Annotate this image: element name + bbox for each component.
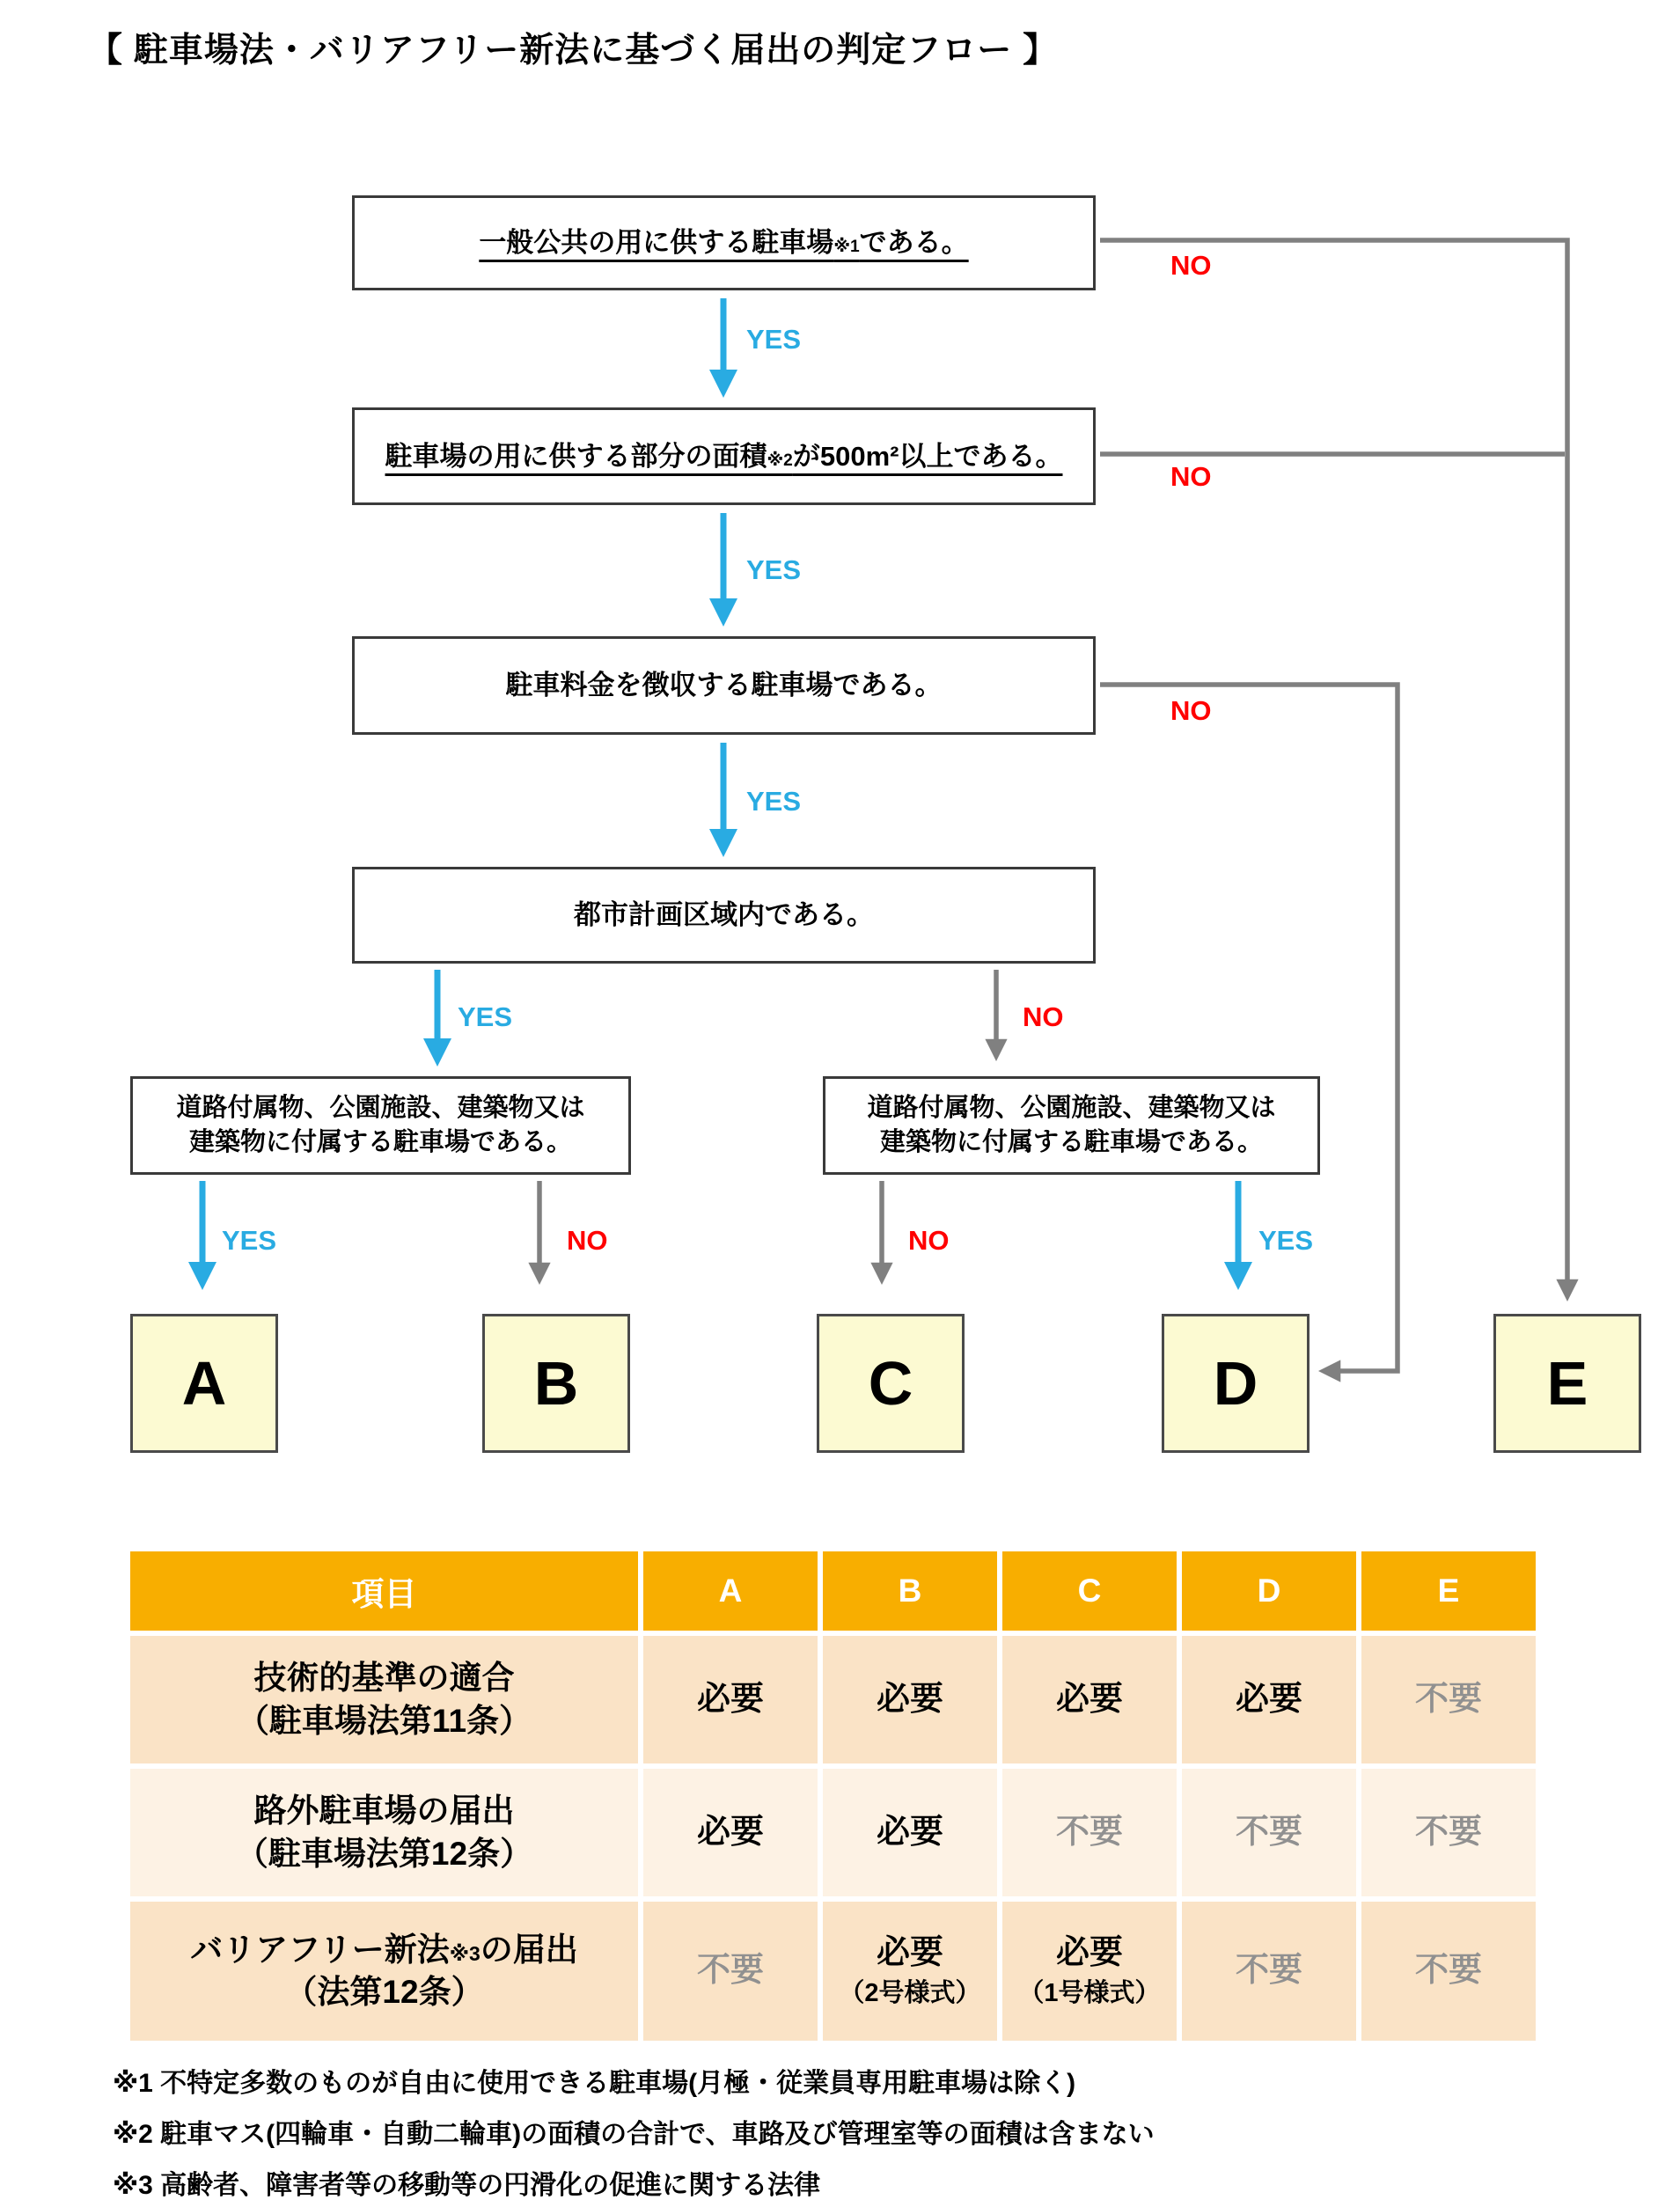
row-label-technical-standard: 技術的基準の適合 （駐車場法第11条） xyxy=(130,1636,638,1763)
result-box-a: A xyxy=(130,1314,278,1453)
table-cell: 不要 xyxy=(1361,1769,1536,1896)
table-cell: 必要 xyxy=(823,1636,997,1763)
table-cell: 必要 xyxy=(643,1769,818,1896)
yes-label: YES xyxy=(458,1001,513,1032)
result-box-e: E xyxy=(1493,1314,1641,1453)
table-cell: 必要 xyxy=(1002,1636,1177,1763)
table-cell: 不要 xyxy=(1361,1902,1536,2041)
flow-box-q5-left-text: 道路付属物、公園施設、建築物又は 建築物に付属する駐車場である。 xyxy=(176,1093,585,1156)
ref-mark-1: ※1 xyxy=(833,238,860,257)
result-box-c: C xyxy=(817,1314,965,1453)
table-cell: 必要 xyxy=(643,1636,818,1763)
table-header-b: B xyxy=(823,1551,997,1631)
flow-box-q1 xyxy=(352,195,1096,290)
table-cell: 不要 xyxy=(643,1902,818,2041)
flow-box-q5-left xyxy=(130,1076,631,1175)
flow-box-q5-right xyxy=(823,1076,1320,1175)
no-label: NO xyxy=(567,1225,608,1256)
form-note: （2号様式） xyxy=(839,1978,981,2007)
row-label-barrier-free-notification: バリアフリー新法※3の届出 （法第12条） xyxy=(130,1902,638,2041)
table-cell: 不要 xyxy=(1182,1769,1356,1896)
no-label: NO xyxy=(1170,250,1212,281)
flow-box-q4-text: 都市計画区域内である。 xyxy=(574,899,874,931)
form-note: （1号様式） xyxy=(1018,1978,1161,2007)
ref-mark-2: ※2 xyxy=(767,451,793,470)
flow-box-q2 xyxy=(352,407,1096,505)
row-label-offstreet-notification: 路外駐車場の届出 （駐車場法第12条） xyxy=(130,1769,638,1896)
table-header-item: 項目 xyxy=(130,1551,638,1631)
table-cell: 必要 （1号様式） xyxy=(1002,1902,1177,2041)
no-label: NO xyxy=(1170,695,1212,726)
table-cell: 必要 （2号様式） xyxy=(823,1902,997,2041)
result-box-b: B xyxy=(482,1314,630,1453)
no-label: NO xyxy=(1023,1001,1064,1032)
table-header-e: E xyxy=(1361,1551,1536,1631)
decision-table xyxy=(130,1551,1536,2041)
flow-box-q5-right-text: 道路付属物、公園施設、建築物又は 建築物に付属する駐車場である。 xyxy=(867,1093,1276,1156)
footnote-3: ※3 高齢者、障害者等の移動等の円滑化の促進に関する法律 xyxy=(113,2171,821,2200)
yes-label: YES xyxy=(746,786,802,817)
yes-label: YES xyxy=(746,554,802,585)
yes-label: YES xyxy=(746,324,802,355)
yes-label: YES xyxy=(1258,1225,1314,1256)
footnote-1: ※1 不特定多数のものが自由に使用できる駐車場(月極・従業員専用駐車場は除く) xyxy=(113,2069,1076,2098)
ref-mark-3: ※3 xyxy=(449,1941,481,1965)
table-cell: 不要 xyxy=(1182,1902,1356,2041)
flow-box-q3 xyxy=(352,636,1096,735)
footnote-2: ※2 駐車マス(四輪車・自動二輪車)の面積の合計で、車路及び管理室等の面積は含まない xyxy=(113,2120,1155,2149)
no-route-q3-d xyxy=(1100,685,1398,1371)
flow-box-q1-text: 一般公共の用に供する駐車場※1である。 xyxy=(479,227,969,259)
yes-label: YES xyxy=(222,1225,277,1256)
no-label: NO xyxy=(1170,461,1212,492)
table-cell: 不要 xyxy=(1002,1769,1177,1896)
flow-box-q3-text: 駐車料金を徴収する駐車場である。 xyxy=(505,670,943,701)
table-cell: 不要 xyxy=(1361,1636,1536,1763)
flow-box-q4 xyxy=(352,867,1096,964)
table-header-c: C xyxy=(1002,1551,1177,1631)
table-header-d: D xyxy=(1182,1551,1356,1631)
no-label: NO xyxy=(908,1225,950,1256)
table-cell: 必要 xyxy=(1182,1636,1356,1763)
table-cell: 必要 xyxy=(823,1769,997,1896)
table-header-a: A xyxy=(643,1551,818,1631)
result-box-d: D xyxy=(1162,1314,1310,1453)
flow-box-q2-text: 駐車場の用に供する部分の面積※2が500m²以上である。 xyxy=(385,440,1063,472)
page-title: 【 駐車場法・バリアフリー新法に基づく届出の判定フロー 】 xyxy=(88,32,1059,70)
